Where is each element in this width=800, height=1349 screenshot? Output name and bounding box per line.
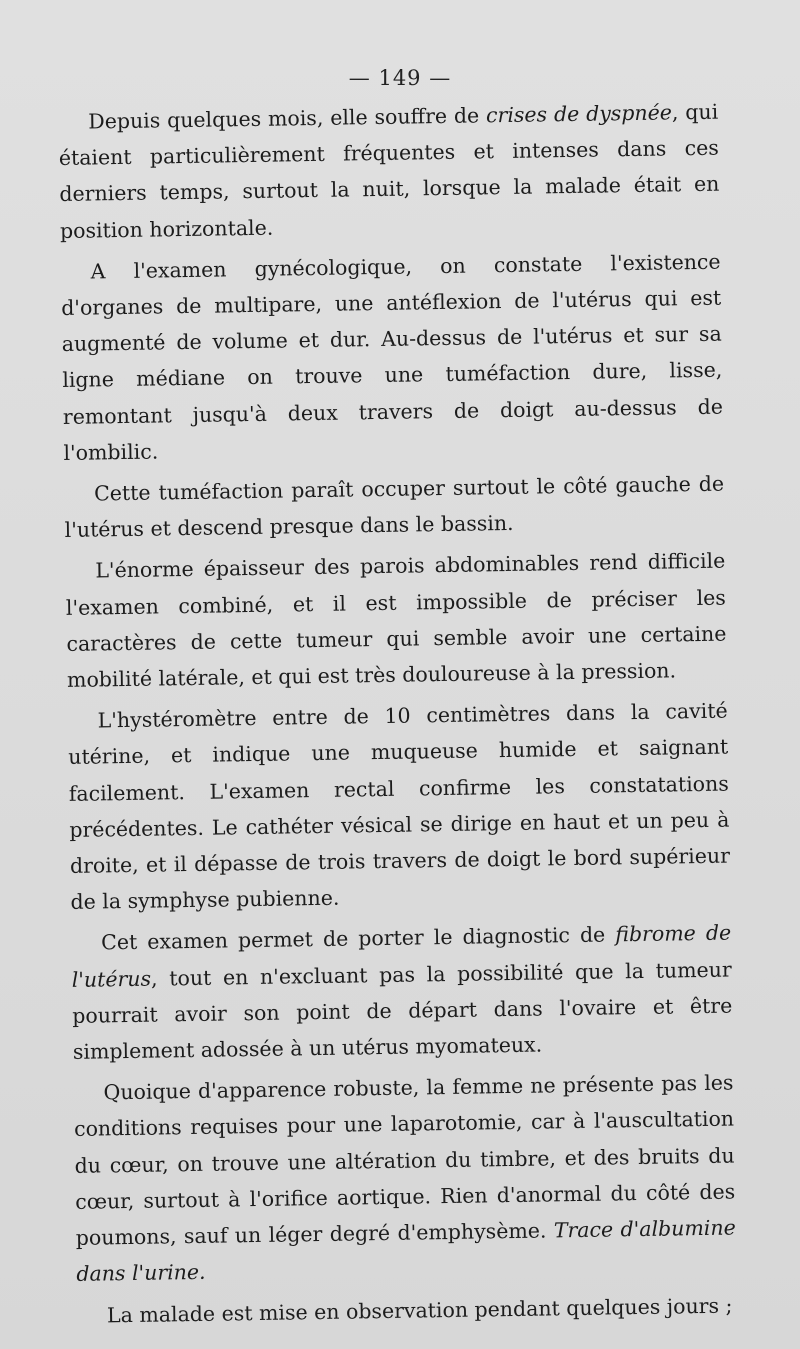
emphasis-text: fibrome de l'utérus: [71, 920, 732, 992]
emphasis-text: Trace d'albumine dans l'urine.: [76, 1215, 736, 1287]
paragraph-gynecological-exam: [60, 243, 723, 471]
paragraph-text: Cet examen permet de porter le diagnostic de: [100, 922, 616, 955]
paragraph-abdominal-walls: [65, 543, 727, 698]
paragraph-text: Quoique d'apparence robuste, la femme ne présente pas les conditions requises pour une laparotomie, car à l'auscultation du cœur, on trouve une altération du timbre, et des bruits du cœur, surtout à l'orifice aortique. Rien d'anormal du côté des poumons, sauf un léger degré d'emphysème.: [73, 1070, 736, 1250]
paragraph-dyspnea: [58, 94, 720, 249]
page-number: — 149 —: [348, 66, 452, 90]
paragraph-diagnosis: [71, 915, 733, 1070]
paragraph-text: A l'examen gynécologique, on constate l'existence d'organes de multipare, une antéflexion de l'utérus qui est augmenté de volume et dur. Au-dessus de l'utérus et sur sa ligne médiane on trouve une tuméfaction dure, lisse, remontant jusqu'à deux travers de doigt au-dessus de l'ombilic.: [61, 249, 724, 465]
paragraph-text: La malade est mise en observation pendant quelques jours ;: [106, 1293, 733, 1327]
paragraph-tumefaction: [64, 466, 725, 549]
paragraph-text: Depuis quelques mois, elle souffre de: [88, 103, 487, 134]
emphasis-text: crises de dyspnée: [485, 100, 673, 128]
body-text: [58, 94, 737, 1339]
paragraph-text: , qui étaient particulièrement fréquentes et intenses dans ces derniers temps, surtout la nuit, lorsque la malade était en position horizontale.: [58, 99, 720, 243]
paragraph-text: Cette tuméfaction paraît occuper surtout le côté gauche de l'utérus et descend presque dans le bassin.: [64, 471, 725, 543]
paragraph-auscultation: [73, 1065, 736, 1293]
paragraph-text: L'énorme épaisseur des parois abdominables rend difficile l'examen combiné, et il est impossible de préciser les caractères de cette tumeur qui semble avoir une certaine mobilité latérale, et qui est très douloureuse à la pression.: [65, 549, 727, 692]
paragraph-text: L'hystéromètre entre de 10 centimètres dans la cavité utérine, et indique une muqueuse humide et saignant facilement. L'examen rectal confirme les constatations précédentes. Le cathéter vésical se dirige en haut et un peu à droite, et il dépasse de trois travers de doigt le bord supérieur de la symphyse pubienne.: [68, 698, 731, 915]
paragraph-text: , tout en n'excluant pas la possibilité que la tumeur pourrait avoir son point de départ dans l'ovaire et être simplement adossée à un utérus myomateux.: [72, 957, 733, 1064]
paragraph-hysterometer: [67, 693, 730, 921]
paragraph-observation: [77, 1287, 737, 1334]
